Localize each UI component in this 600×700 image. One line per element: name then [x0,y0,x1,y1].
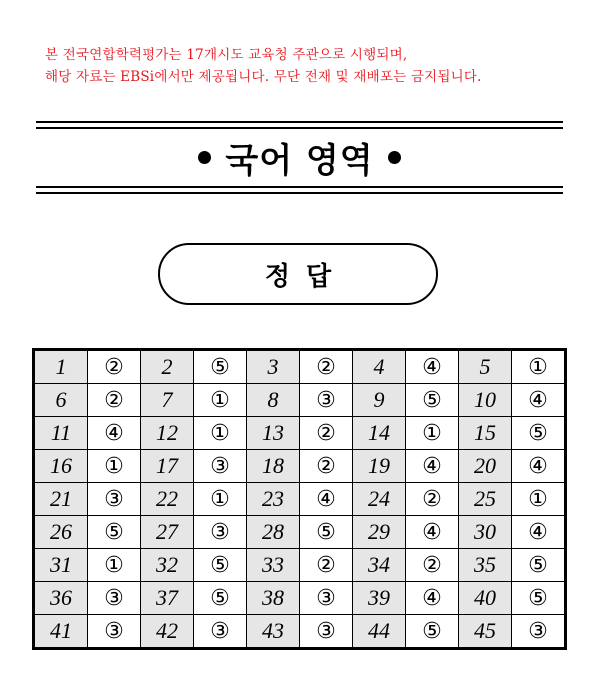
question-number: 28 [247,516,300,549]
question-number: 18 [247,450,300,483]
answer-choice: ⑤ [512,582,566,615]
copyright-notice [45,44,482,88]
answer-choice: ⑤ [406,384,459,417]
table-row [34,483,566,516]
answer-choice: ① [88,450,141,483]
question-number: 25 [459,483,512,516]
answer-choice: ① [88,549,141,582]
answer-choice: ④ [406,582,459,615]
question-number: 42 [141,615,194,649]
answer-choice: ① [512,350,566,384]
table-row [34,615,566,649]
question-number: 36 [34,582,88,615]
question-number: 32 [141,549,194,582]
answer-choice: ③ [300,615,353,649]
question-number: 26 [34,516,88,549]
answer-choice: ③ [512,615,566,649]
answer-key-badge [158,243,438,305]
bullet-icon [198,151,211,164]
answer-choice: ⑤ [512,549,566,582]
question-number: 9 [353,384,406,417]
question-number: 22 [141,483,194,516]
answer-table [32,348,567,650]
answer-choice: ⑤ [194,350,247,384]
top-rule-inner [36,127,563,129]
question-number: 13 [247,417,300,450]
answer-choice: ② [300,350,353,384]
table-row [34,516,566,549]
answer-choice: ② [300,549,353,582]
answer-choice: ③ [88,615,141,649]
question-number: 14 [353,417,406,450]
question-number: 35 [459,549,512,582]
top-rule-outer [36,121,563,123]
question-number: 8 [247,384,300,417]
answer-choice: ④ [406,450,459,483]
question-number: 16 [34,450,88,483]
bullet-icon [388,151,401,164]
question-number: 39 [353,582,406,615]
answer-choice: ⑤ [194,582,247,615]
answer-choice: ② [406,483,459,516]
question-number: 31 [34,549,88,582]
bottom-rule-outer [36,192,563,194]
question-number: 41 [34,615,88,649]
notice-line-2: 해당 자료는 EBSi에서만 제공됩니다. 무단 전재 및 재배포는 금지됩니다. [45,69,482,85]
question-number: 4 [353,350,406,384]
answer-choice: ④ [512,516,566,549]
answer-choice: ④ [406,516,459,549]
answer-choice: ④ [406,350,459,384]
table-row [34,350,566,384]
answer-choice: ⑤ [88,516,141,549]
bottom-rule-inner [36,186,563,188]
table-row [34,582,566,615]
question-number: 40 [459,582,512,615]
answer-choice: ③ [88,483,141,516]
answer-choice: ⑤ [194,549,247,582]
question-number: 7 [141,384,194,417]
answer-choice: ② [88,384,141,417]
question-number: 45 [459,615,512,649]
question-number: 15 [459,417,512,450]
answer-choice: ④ [300,483,353,516]
question-number: 5 [459,350,512,384]
answer-choice: ⑤ [512,417,566,450]
question-number: 27 [141,516,194,549]
table-row [34,417,566,450]
question-number: 20 [459,450,512,483]
question-number: 2 [141,350,194,384]
question-number: 11 [34,417,88,450]
question-number: 3 [247,350,300,384]
answer-choice: ③ [88,582,141,615]
answer-choice: ③ [194,516,247,549]
answer-choice: ③ [300,582,353,615]
question-number: 12 [141,417,194,450]
answer-choice: ② [406,549,459,582]
subject-title: 국어 영역 [225,140,374,181]
question-number: 43 [247,615,300,649]
answer-choice: ① [194,384,247,417]
question-number: 17 [141,450,194,483]
answer-choice: ③ [194,615,247,649]
answer-choice: ⑤ [300,516,353,549]
answer-choice: ① [512,483,566,516]
question-number: 23 [247,483,300,516]
question-number: 1 [34,350,88,384]
question-number: 10 [459,384,512,417]
answer-choice: ① [194,417,247,450]
question-number: 37 [141,582,194,615]
answer-choice: ② [300,417,353,450]
question-number: 24 [353,483,406,516]
question-number: 38 [247,582,300,615]
notice-line-1: 본 전국연합학력평가는 17개시도 교육청 주관으로 시행되며, [45,47,408,63]
question-number: 19 [353,450,406,483]
answer-choice: ④ [512,384,566,417]
subject-header [36,133,563,181]
answer-choice: ⑤ [406,615,459,649]
question-number: 29 [353,516,406,549]
question-number: 30 [459,516,512,549]
table-row [34,384,566,417]
answer-choice: ① [194,483,247,516]
answer-choice: ④ [88,417,141,450]
table-row [34,450,566,483]
question-number: 33 [247,549,300,582]
question-number: 44 [353,615,406,649]
answer-key-label: 정답 [264,261,348,292]
question-number: 34 [353,549,406,582]
question-number: 21 [34,483,88,516]
answer-choice: ② [88,350,141,384]
table-row [34,549,566,582]
answer-choice: ④ [512,450,566,483]
answer-choice: ③ [300,384,353,417]
answer-choice: ② [300,450,353,483]
answer-choice: ① [406,417,459,450]
answer-choice: ③ [194,450,247,483]
question-number: 6 [34,384,88,417]
